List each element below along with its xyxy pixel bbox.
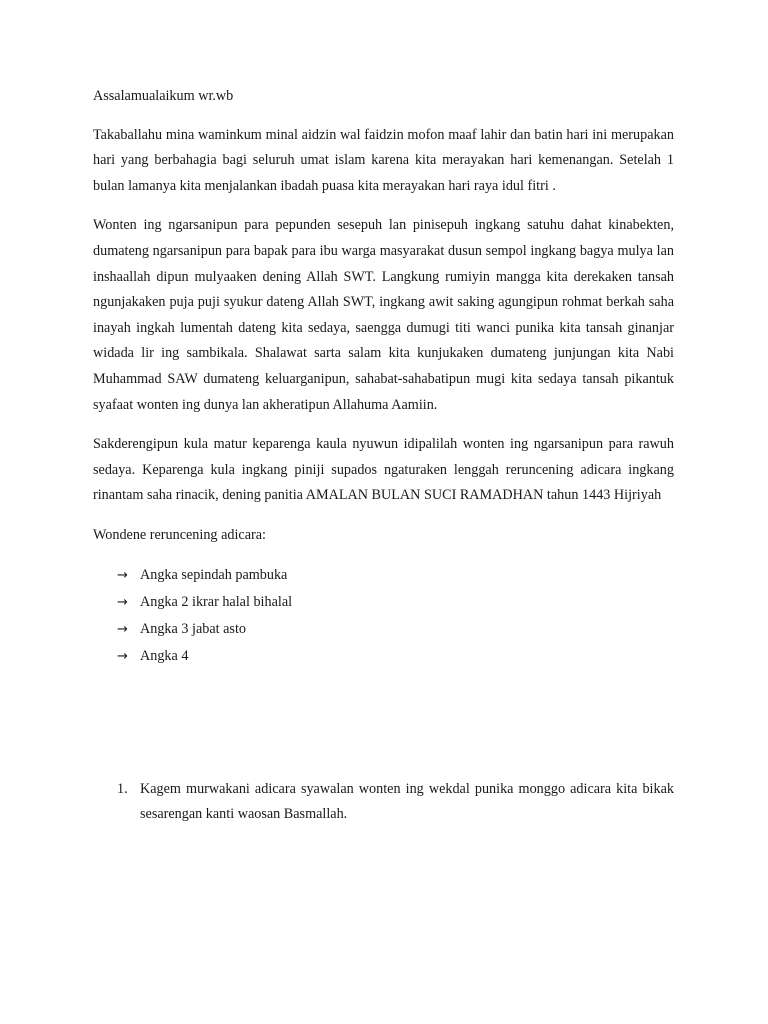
agenda-item (93, 617, 674, 644)
paragraph-request: Sakderengipun kula matur keparenga kaula nyuwun idipalilah wonten ing ngarsanipun para rawuh sedaya. Keparenga kula ingkang piniji supados ngaturaken lenggah reruncening adicara ingkang rinantam saha rinacik, dening panitia AMALAN BULAN SUCI RAMADHAN tahun 1443 Hijriyah (93, 436, 674, 504)
agenda-item (93, 644, 674, 671)
paragraph-salutation: Wonten ing ngarsanipun para pepunden sesepuh lan pinisepuh ingkang satuhu dahat kinabekten, dumateng ngarsanipun para bapak para ibu warga masyarakat dusun sempol ingkang bagya mulya lan inshaallah dipun mulyaaken dening Allah SWT. Langkung rumiyin mangga kita derekaken tansah ngunjakaken puja puji syukur dateng Allah SWT, ingkang awit saking agungipun rohmat berkah saha inayah ingkah lumentah dateng kita sedaya, saengga dumugi titi wanci punika kita tansah ginanjar widada lir ing sambikala. Shalawat sarta salam kita kunjukaken dumateng junjungan kita Nabi Muhammad SAW dumateng keluarganipun, sahabat-sahabatipun mugi kita sedaya tansah pikantuk syafaat wonten ing dunya lan akheratipun Allahuma Aamiin. (93, 217, 674, 413)
document-page (93, 84, 674, 828)
paragraph-opening: Takaballahu mina waminkum minal aidzin wal faidzin mofon maaf lahir dan batin hari ini merupakan hari yang berbahagia bagi seluruh umat islam karena kita merayakan hari kemenangan. Setelah 1 bulan lamanya kita menjalankan ibadah puasa kita merayakan hari raya idul fitri . (93, 126, 674, 194)
agenda-item-text: Angka sepindah pambuka (140, 566, 288, 583)
numbered-item-text: Kagem murwakani adicara syawalan wonten ing wekdal punika monggo adicara kita bikak sesarengan kanti waosan Basmallah. (140, 780, 674, 823)
arrow-right-icon: → (117, 594, 128, 610)
agenda-item-text: Angka 4 (140, 647, 189, 664)
arrow-right-icon: → (117, 621, 128, 637)
greeting: Assalamualaikum wr.wb (93, 88, 234, 104)
agenda-intro: Wondene reruncening adicara: (93, 526, 266, 543)
agenda-item (93, 590, 674, 617)
numbered-list (93, 777, 674, 828)
agenda-item (93, 563, 674, 590)
arrow-right-icon: → (117, 648, 128, 664)
numbered-item (93, 777, 674, 828)
arrow-right-icon: → (117, 567, 128, 583)
blank-space (93, 671, 674, 777)
agenda-item-text: Angka 2 ikrar halal bihalal (140, 593, 293, 610)
numbered-item-number: 1. (117, 780, 128, 797)
agenda-item-text: Angka 3 jabat asto (140, 620, 246, 637)
agenda-list (93, 563, 674, 671)
